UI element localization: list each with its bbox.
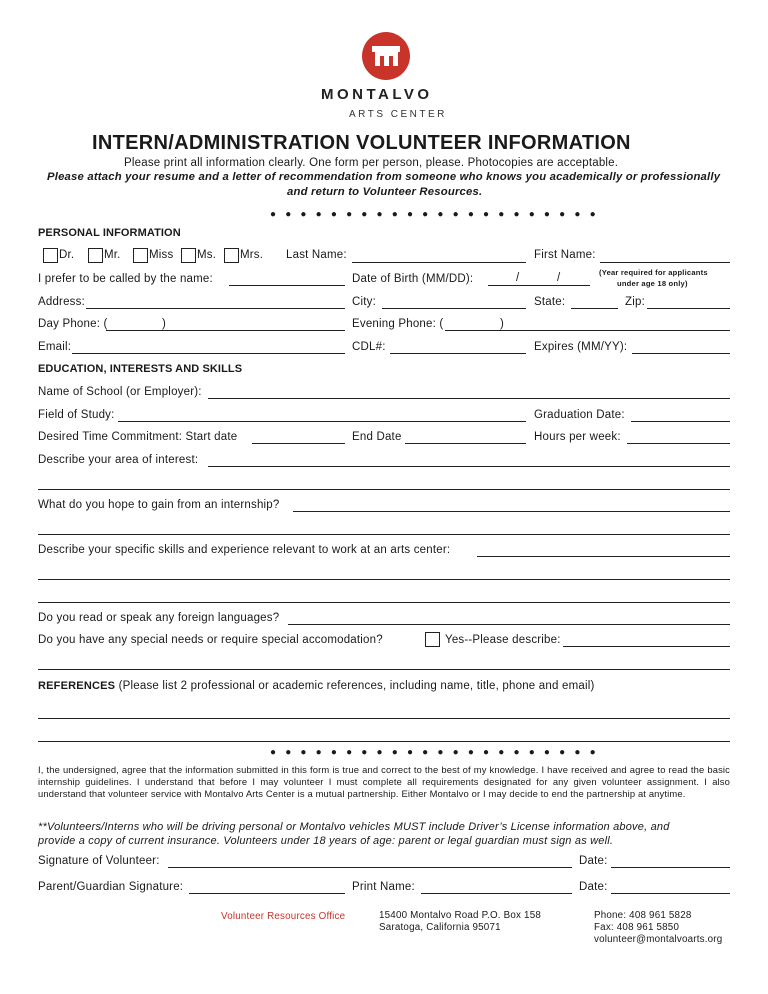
- references-line: [38, 680, 594, 692]
- first-name-field[interactable]: [600, 262, 730, 263]
- volunteer-date-label: Date:: [579, 855, 608, 867]
- checkbox-mrs[interactable]: [224, 248, 239, 263]
- languages-label: Do you read or speak any foreign languages?: [38, 612, 280, 624]
- address-label: Address:: [38, 296, 85, 308]
- references-note: (Please list 2 professional or academic references, including name, title, phone and email): [118, 680, 595, 692]
- email-field[interactable]: [72, 353, 345, 354]
- evening-phone-paren-close: ): [500, 318, 505, 330]
- skills-label: Describe your specific skills and experience relevant to work at an arts center:: [38, 544, 451, 556]
- divider-top: ● ● ● ● ● ● ● ● ● ● ● ● ● ● ● ● ● ● ● ● ● ●: [270, 209, 599, 220]
- cdl-field[interactable]: [390, 353, 526, 354]
- commitment-label: Desired Time Commitment: Start date: [38, 431, 238, 443]
- volunteer-signature-field[interactable]: [168, 867, 572, 868]
- special-needs-field-2[interactable]: [38, 669, 730, 670]
- gain-field-1[interactable]: [293, 511, 730, 512]
- agreement-text: I, the undersigned, agree that the information submitted in this form is true and correct to the best of my knowledge. I have received and agree to read the basic internship guidelines. I understand that before I may volunteer I must complete all requirements designated for any given volunteer assignment. I also understand that volunteer service with Montalvo Arts Center is a mutual partnership. Either Montalvo or I may decide to end the partnership at anytime.: [38, 764, 730, 799]
- title-mr-label: Mr.: [104, 249, 121, 261]
- print-name-label: Print Name:: [352, 881, 415, 893]
- volunteer-date-field[interactable]: [611, 867, 730, 868]
- graduation-date-field[interactable]: [631, 421, 730, 422]
- interest-field-1[interactable]: [208, 466, 730, 467]
- title-miss-label: Miss: [149, 249, 174, 261]
- state-field[interactable]: [571, 308, 618, 309]
- evening-phone-label: Evening Phone: (: [352, 318, 444, 330]
- languages-field[interactable]: [288, 624, 730, 625]
- first-name-label: First Name:: [534, 249, 596, 261]
- school-field[interactable]: [208, 398, 730, 399]
- dob-slash-1: /: [516, 272, 520, 284]
- checkbox-ms[interactable]: [181, 248, 196, 263]
- special-needs-label: Do you have any special needs or require special accomodation?: [38, 634, 383, 646]
- skills-field-2[interactable]: [38, 579, 730, 580]
- school-label: Name of School (or Employer):: [38, 386, 202, 398]
- footer-phone: Phone: 408 961 5828: [594, 910, 692, 921]
- day-phone-label: Day Phone: (: [38, 318, 108, 330]
- guardian-signature-label: Parent/Guardian Signature:: [38, 881, 184, 893]
- interest-label: Describe your area of interest:: [38, 454, 199, 466]
- education-heading: EDUCATION, INTERESTS AND SKILLS: [38, 363, 243, 375]
- hours-label: Hours per week:: [534, 431, 621, 443]
- guardian-date-field[interactable]: [611, 893, 730, 894]
- special-needs-field-1[interactable]: [563, 646, 730, 647]
- gain-label: What do you hope to gain from an internship?: [38, 499, 280, 511]
- state-label: State:: [534, 296, 566, 308]
- interest-field-2[interactable]: [38, 489, 730, 490]
- last-name-field[interactable]: [352, 262, 526, 263]
- volunteer-signature-label: Signature of Volunteer:: [38, 855, 160, 867]
- zip-label: Zip:: [625, 296, 645, 308]
- day-phone-field[interactable]: [106, 330, 345, 331]
- notice-line1: **Volunteers/Interns who will be driving personal or Montalvo vehicles MUST include Driver’s License information above, and: [38, 821, 670, 833]
- dob-label: Date of Birth (MM/DD):: [352, 273, 474, 285]
- logo-org-name: MONTALVO: [321, 86, 433, 103]
- footer-address-line2: Saratoga, California 95071: [379, 922, 501, 933]
- dob-note-line1: (Year required for applicants: [599, 268, 708, 277]
- end-date-label: End Date: [352, 431, 402, 443]
- day-phone-paren-close: ): [162, 318, 167, 330]
- footer-fax: Fax: 408 961 5850: [594, 922, 680, 933]
- field-of-study-field[interactable]: [118, 421, 526, 422]
- preferred-name-field[interactable]: [229, 285, 345, 286]
- address-field[interactable]: [86, 308, 345, 309]
- logo: [362, 32, 410, 80]
- expires-label: Expires (MM/YY):: [534, 341, 628, 353]
- evening-phone-field[interactable]: [445, 330, 730, 331]
- montalvo-logo-icon: [362, 32, 410, 80]
- footer-email[interactable]: volunteer@montalvoarts.org: [594, 934, 723, 945]
- end-date-field[interactable]: [405, 443, 526, 444]
- instructions-line3: and return to Volunteer Resources.: [287, 186, 483, 198]
- last-name-label: Last Name:: [286, 249, 347, 261]
- personal-heading: PERSONAL INFORMATION: [38, 227, 181, 239]
- start-date-field[interactable]: [252, 443, 345, 444]
- page-title: INTERN/ADMINISTRATION VOLUNTEER INFORMATION: [92, 132, 631, 154]
- footer-address-line1: 15400 Montalvo Road P.O. Box 158: [379, 910, 541, 921]
- field-of-study-label: Field of Study:: [38, 409, 115, 421]
- checkbox-miss[interactable]: [133, 248, 148, 263]
- email-label: Email:: [38, 341, 72, 353]
- skills-field-1[interactable]: [477, 556, 730, 557]
- guardian-signature-field[interactable]: [189, 893, 345, 894]
- logo-sub-name: ARTS CENTER: [349, 109, 447, 120]
- dob-field[interactable]: [488, 285, 590, 286]
- dob-slash-2: /: [557, 272, 561, 284]
- footer-office: Volunteer Resources Office: [221, 911, 346, 922]
- cdl-label: CDL#:: [352, 341, 386, 353]
- checkbox-dr[interactable]: [43, 248, 58, 263]
- title-mrs-label: Mrs.: [240, 249, 264, 261]
- instructions-line2: Please attach your resume and a letter of recommendation from someone who knows you academically or professionally: [47, 171, 721, 183]
- divider-bottom: ● ● ● ● ● ● ● ● ● ● ● ● ● ● ● ● ● ● ● ● ● ●: [270, 747, 599, 758]
- gain-field-2[interactable]: [38, 534, 730, 535]
- graduation-date-label: Graduation Date:: [534, 409, 625, 421]
- title-dr-label: Dr.: [59, 249, 75, 261]
- city-field[interactable]: [382, 308, 526, 309]
- expires-field[interactable]: [632, 353, 730, 354]
- guardian-date-label: Date:: [579, 881, 608, 893]
- instructions-line1: Please print all information clearly. One form per person, please. Photocopies are acceptable.: [124, 157, 619, 169]
- hours-field[interactable]: [627, 443, 730, 444]
- checkbox-mr[interactable]: [88, 248, 103, 263]
- print-name-field[interactable]: [421, 893, 572, 894]
- preferred-name-label: I prefer to be called by the name:: [38, 273, 213, 285]
- notice-line2: provide a copy of current insurance. Volunteers under 18 years of age: parent or legal guardian must sign as well.: [38, 835, 614, 847]
- title-ms-label: Ms.: [197, 249, 217, 261]
- special-needs-yes-checkbox[interactable]: [425, 632, 440, 647]
- city-label: City:: [352, 296, 376, 308]
- references-heading: REFERENCES: [38, 680, 116, 692]
- yes-describe-label: Yes--Please describe:: [445, 634, 561, 646]
- skills-field-3[interactable]: [38, 602, 730, 603]
- references-field-2[interactable]: [38, 741, 730, 742]
- zip-field[interactable]: [647, 308, 730, 309]
- dob-note-line2: under age 18 only): [617, 279, 688, 288]
- references-field-1[interactable]: [38, 718, 730, 719]
